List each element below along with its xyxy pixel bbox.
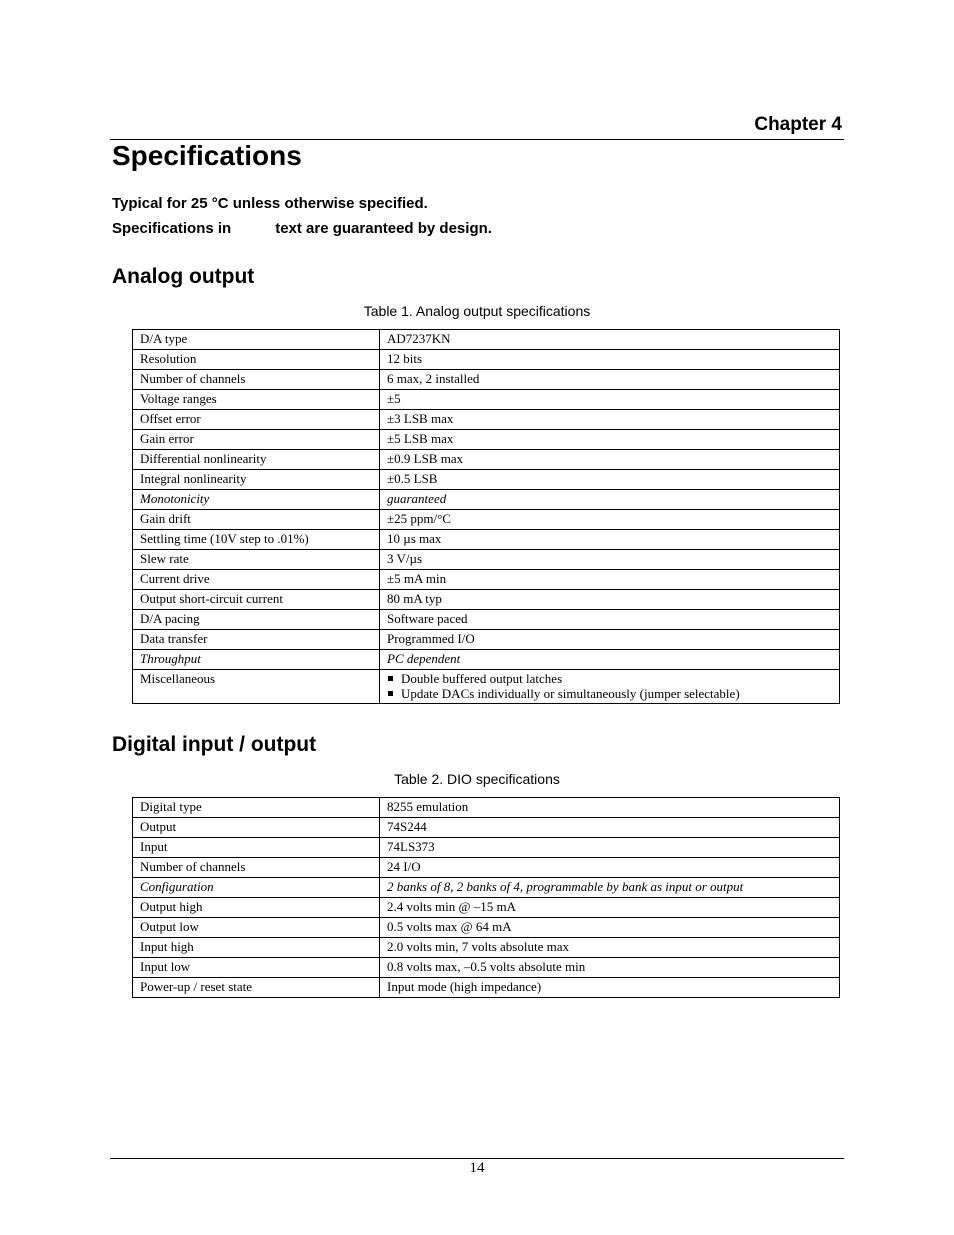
spec-row [133,838,840,858]
spec-value: 74S244 [380,818,840,838]
design-note [112,220,492,237]
spec-row [133,590,840,610]
design-note-start: Specifications in [112,220,232,237]
spec-label: D/A type [133,330,380,350]
spec-label: Monotonicity [133,490,380,510]
misc-bullet-item: Double buffered output latches [387,671,832,686]
spec-value: ±25 ppm/°C [380,510,840,530]
spec-value: ±3 LSB max [380,410,840,430]
spec-label: Output high [133,898,380,918]
misc-bullet-item: Update DACs individually or simultaneously (jumper selectable) [387,686,832,701]
misc-bullet-list [387,671,832,701]
spec-label: Input [133,838,380,858]
spec-label: Differential nonlinearity [133,450,380,470]
spec-row [133,550,840,570]
spec-label: Offset error [133,410,380,430]
spec-value: PC dependent [380,650,840,670]
spec-value: 12 bits [380,350,840,370]
spec-label: Slew rate [133,550,380,570]
spec-label: Current drive [133,570,380,590]
spec-label: Number of channels [133,370,380,390]
spec-row [133,798,840,818]
spec-value: 3 V/µs [380,550,840,570]
spec-label: Output [133,818,380,838]
spec-row [133,330,840,350]
spec-value: ±5 LSB max [380,430,840,450]
spec-label: Resolution [133,350,380,370]
spec-label: Number of channels [133,858,380,878]
spec-row [133,530,840,550]
analog-table-caption: Table 1. Analog output specifications [363,303,591,319]
spec-value: 10 µs max [380,530,840,550]
chapter-label: Chapter 4 [754,114,842,135]
spec-value: ±0.9 LSB max [380,450,840,470]
spec-label: Settling time (10V step to .01%) [133,530,380,550]
spec-row [133,650,840,670]
page-number: 14 [469,1160,485,1176]
spec-label: Configuration [133,878,380,898]
spec-value: 2.0 volts min, 7 volts absolute max [380,938,840,958]
spec-label: Input low [133,958,380,978]
spec-value: 24 I/O [380,858,840,878]
spec-row [133,918,840,938]
typical-note: Typical for 25 °C unless otherwise specified. [112,195,428,212]
spec-value: 74LS373 [380,838,840,858]
spec-value: 2 banks of 8, 2 banks of 4, programmable by bank as input or output [380,878,840,898]
spec-value: 0.5 volts max @ 64 mA [380,918,840,938]
spec-value: guaranteed [380,490,840,510]
spec-value: AD7237KN [380,330,840,350]
spec-row [133,978,840,998]
spec-label: Output short-circuit current [133,590,380,610]
footer-rule [110,1158,844,1159]
spec-row [133,898,840,918]
spec-row [133,410,840,430]
spec-value: ±5 mA min [380,570,840,590]
spec-row [133,570,840,590]
spec-value: Software paced [380,610,840,630]
spec-value: ±0.5 LSB [380,470,840,490]
spec-label: Voltage ranges [133,390,380,410]
spec-row [133,958,840,978]
dio-spec-table [132,797,840,998]
spec-value: 0.8 volts max, –0.5 volts absolute min [380,958,840,978]
analog-heading: Analog output [112,265,255,288]
spec-label: Digital type [133,798,380,818]
spec-row [133,350,840,370]
spec-row [133,610,840,630]
spec-row [133,818,840,838]
spec-row [133,450,840,470]
spec-row [133,630,840,650]
spec-row [133,878,840,898]
spec-value: 8255 emulation [380,798,840,818]
spec-row [133,490,840,510]
page-title: Specifications [112,140,302,171]
spec-value [380,670,840,704]
spec-value: 2.4 volts min @ –15 mA [380,898,840,918]
spec-row [133,370,840,390]
spec-value: Programmed I/O [380,630,840,650]
spec-label: D/A pacing [133,610,380,630]
spec-row [133,510,840,530]
analog-spec-table [132,329,840,704]
design-note-end: text are guaranteed by design. [275,220,492,237]
spec-value: ±5 [380,390,840,410]
spec-label: Input high [133,938,380,958]
dio-table-caption: Table 2. DIO specifications [394,771,560,787]
spec-row [133,470,840,490]
spec-value: 80 mA typ [380,590,840,610]
spec-row [133,938,840,958]
spec-label: Throughput [133,650,380,670]
spec-value: 6 max, 2 installed [380,370,840,390]
spec-label: Miscellaneous [133,670,380,704]
spec-label: Gain drift [133,510,380,530]
dio-heading: Digital input / output [112,733,317,756]
spec-label: Data transfer [133,630,380,650]
spec-label: Output low [133,918,380,938]
spec-row [133,390,840,410]
spec-value: Input mode (high impedance) [380,978,840,998]
spec-row [133,430,840,450]
spec-label: Power-up / reset state [133,978,380,998]
spec-label: Gain error [133,430,380,450]
spec-row-miscellaneous [133,670,840,704]
spec-row [133,858,840,878]
spec-label: Integral nonlinearity [133,470,380,490]
